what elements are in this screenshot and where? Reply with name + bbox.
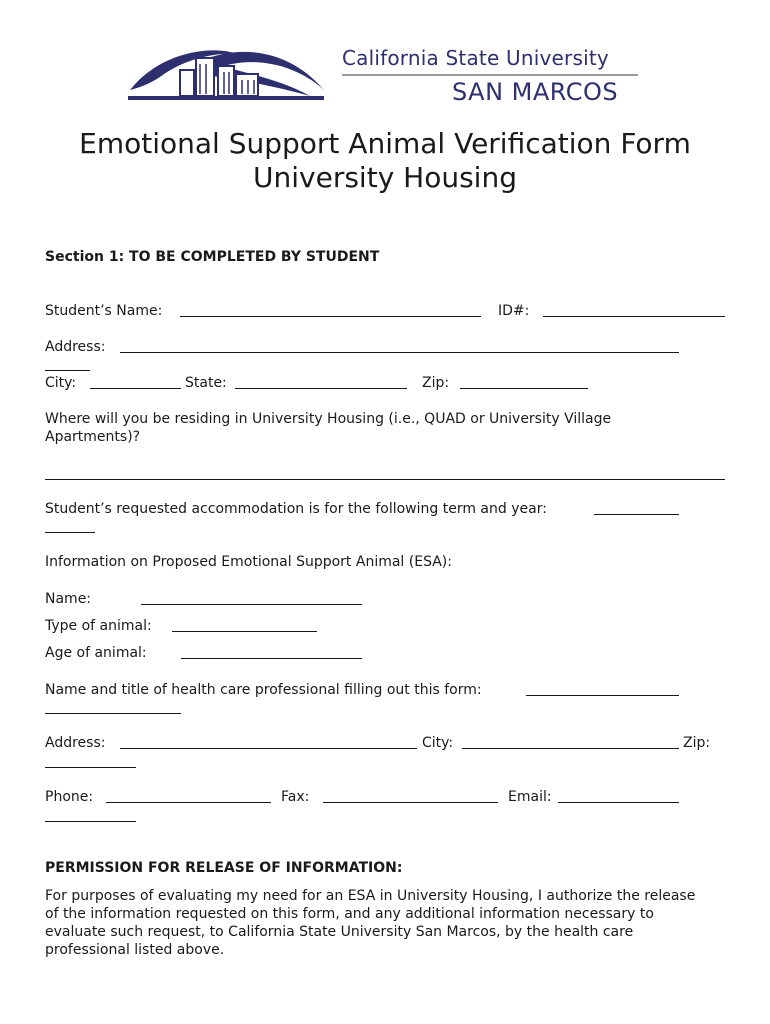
logo-divider — [342, 74, 638, 76]
zip-label: Zip: — [422, 375, 450, 391]
state-label: State: — [185, 375, 227, 391]
esa-type-field[interactable] — [172, 631, 317, 632]
prof-city-field[interactable] — [462, 748, 679, 749]
residence-field[interactable] — [45, 479, 725, 480]
esa-info-label: Information on Proposed Emotional Support Animal (ESA): — [45, 554, 452, 570]
residence-question: Where will you be residing in University Housing (i.e., QUAD or University Village Apartments)? — [45, 411, 612, 445]
student-name-field[interactable] — [180, 316, 481, 317]
phone-label: Phone: — [45, 789, 94, 805]
term-field[interactable] — [594, 514, 679, 515]
form-subtitle: University Housing — [253, 161, 517, 194]
professional-field-continued[interactable] — [45, 713, 181, 714]
permission-body: For purposes of evaluating my need for an ESA in University Housing, I authorize the release of the information requested on this form, and any additional information necessary to evaluate such request, to California State University San Marcos, by the health care professional listed above. — [45, 888, 696, 958]
phone-field[interactable] — [106, 802, 271, 803]
section-heading: Section 1: TO BE COMPLETED BY STUDENT — [45, 249, 380, 265]
zip-field[interactable] — [460, 388, 588, 389]
prof-zip-label: Zip: — [683, 735, 711, 751]
student-id-field[interactable] — [543, 316, 725, 317]
student-name-label: Student’s Name: — [45, 303, 163, 319]
state-field[interactable] — [235, 388, 407, 389]
professional-field[interactable] — [526, 695, 679, 696]
email-label: Email: — [508, 789, 552, 805]
esa-name-field[interactable] — [141, 604, 362, 605]
permission-heading: PERMISSION FOR RELEASE OF INFORMATION: — [45, 860, 403, 876]
esa-type-label: Type of animal: — [45, 618, 152, 634]
prof-city-label: City: — [422, 735, 454, 751]
esa-age-label: Age of animal: — [45, 645, 147, 661]
address-field[interactable] — [120, 352, 679, 353]
city-label: City: — [45, 375, 77, 391]
city-field[interactable] — [90, 388, 181, 389]
term-label: Student’s requested accommodation is for the following term and year: — [45, 501, 547, 517]
address-field-continued[interactable] — [45, 370, 90, 371]
prof-address-field[interactable] — [120, 748, 417, 749]
student-id-label: ID#: — [498, 303, 530, 319]
university-name: California State University — [342, 46, 609, 70]
email-field-continued[interactable] — [45, 821, 136, 822]
esa-age-field[interactable] — [181, 658, 362, 659]
fax-label: Fax: — [281, 789, 310, 805]
prof-address-label: Address: — [45, 735, 106, 751]
fax-field[interactable] — [323, 802, 498, 803]
email-field[interactable] — [558, 802, 679, 803]
esa-name-label: Name: — [45, 591, 92, 607]
prof-zip-field[interactable] — [45, 767, 136, 768]
term-field-continued[interactable] — [45, 532, 95, 533]
address-label: Address: — [45, 339, 106, 355]
campus-name: SAN MARCOS — [452, 78, 619, 106]
university-logo — [128, 44, 326, 108]
professional-label: Name and title of health care professional filling out this form: — [45, 682, 482, 698]
form-title: Emotional Support Animal Verification Form — [79, 127, 691, 160]
